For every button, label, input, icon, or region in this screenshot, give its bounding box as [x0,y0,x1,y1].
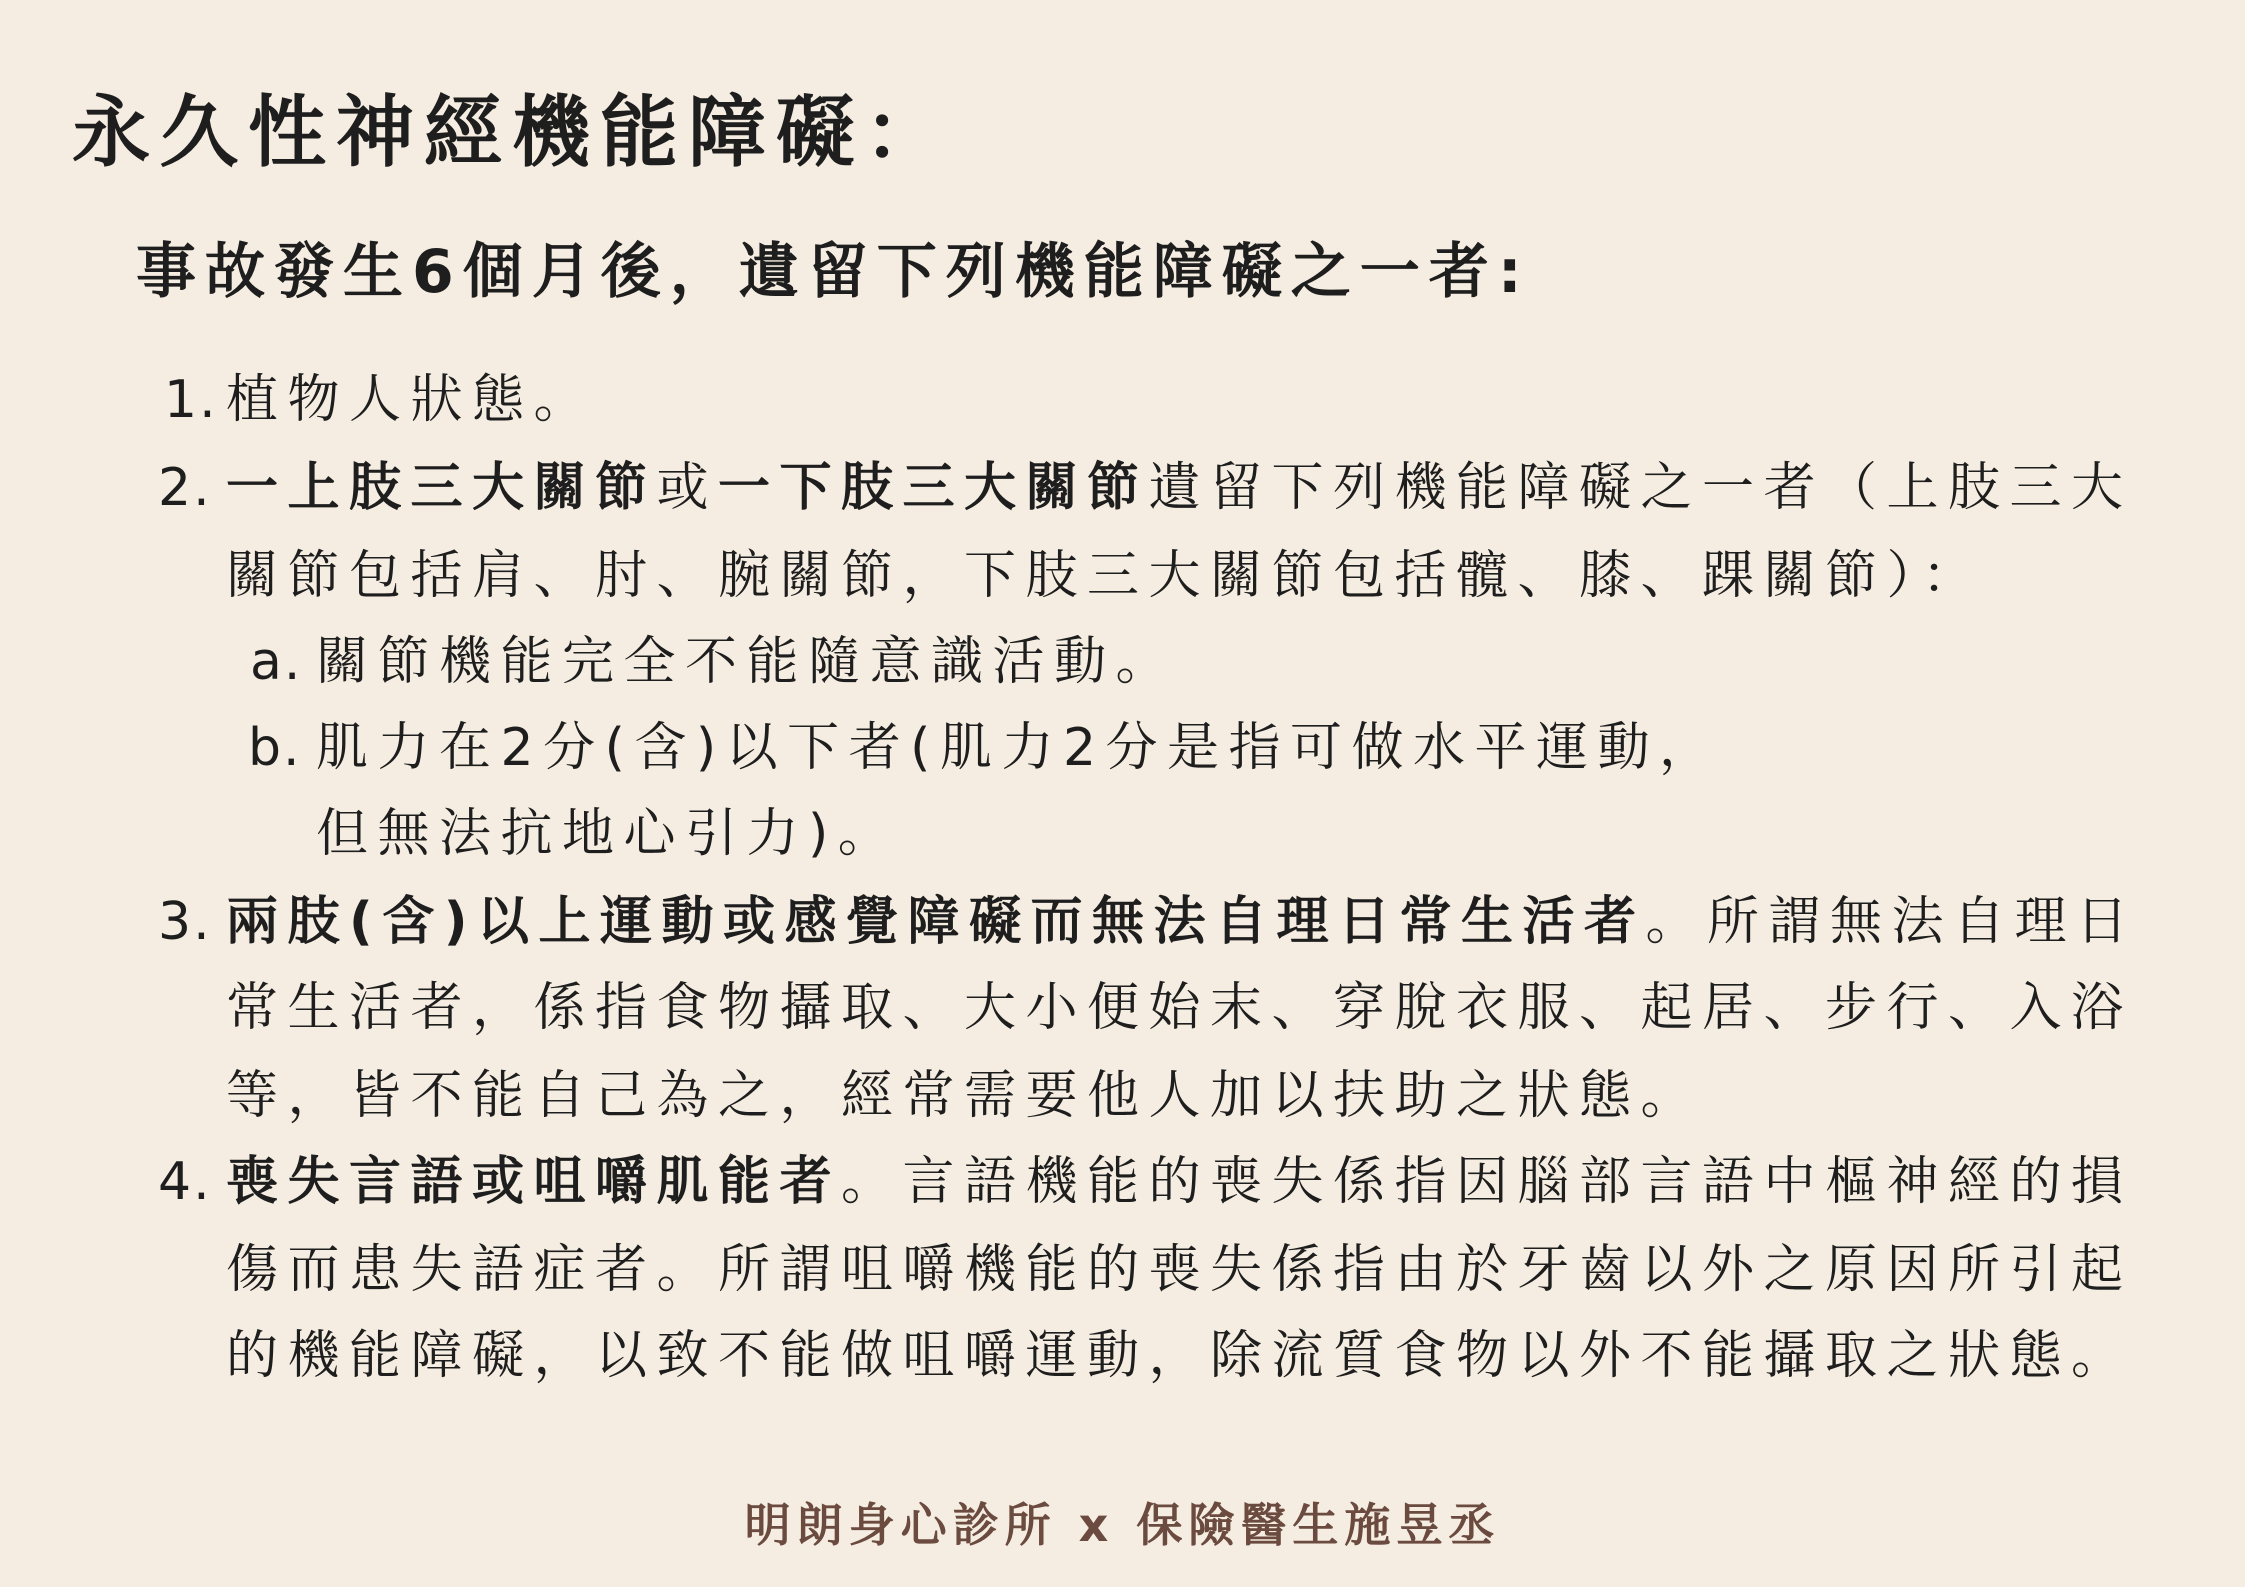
sub-item-label-b: b. [248,718,302,778]
item-number: 2. [158,458,212,518]
page-title: 永久性神經機能障礙： [72,88,953,178]
sub-item-text-a: 關節機能完全不能隨意識活動。 [316,632,1178,692]
sub-item-text-b: 肌力在2分(含)以下者(肌力2分是指可做水平運動， [316,718,1721,778]
page-subtitle: 事故發生6個月後，遺留下列機能障礙之一者: [136,237,1531,307]
footer-credit: 明朗身心診所 x 保險醫生施昱丞 [744,1498,1501,1552]
item-line-1 [226,458,2133,518]
item-line-1 [226,1152,2133,1212]
item-text: 或 [656,458,719,518]
item-text: 。所謂無法自理日 [1645,892,2138,952]
item-bold-text: 喪失言語或咀嚼肌能者 [226,1152,842,1212]
item-bold-text: 兩肢(含)以上運動或感覺障礙而無法自理日常生活者 [226,892,1646,952]
item-line-2: 關節包括肩、肘、腕關節，下肢三大關節包括髖、膝、踝關節）： [226,546,1984,606]
item-text: 。言語機能的喪失係指因腦部言語中樞神經的損 [841,1152,2133,1212]
sub-item-text-b-line-2: 但無法抗地心引力)。 [316,804,900,864]
item-bold-text: 一下肢三大關節 [718,458,1149,518]
sub-item-label-a: a. [250,632,303,692]
item-text: 遺留下列機能障礙之一者（上肢三大 [1148,458,2133,518]
item-line-1 [226,892,2138,952]
item-number: 1. [164,370,218,430]
item-number: 3. [158,892,212,952]
item-text: 植物人狀態。 [226,370,596,430]
item-line-2: 常生活者，係指食物攝取、大小便始末、穿脫衣服、起居、步行、入浴 [226,978,2133,1038]
item-line-3: 的機能障礙，以致不能做咀嚼運動，除流質食物以外不能攝取之狀態。 [226,1326,2133,1386]
item-bold-text: 一上肢三大關節 [226,458,657,518]
item-line-2: 傷而患失語症者。所謂咀嚼機能的喪失係指由於牙齒以外之原因所引起 [226,1240,2133,1300]
item-number: 4. [158,1152,212,1212]
item-line-3: 等，皆不能自己為之，經常需要他人加以扶助之狀態。 [226,1066,1703,1126]
